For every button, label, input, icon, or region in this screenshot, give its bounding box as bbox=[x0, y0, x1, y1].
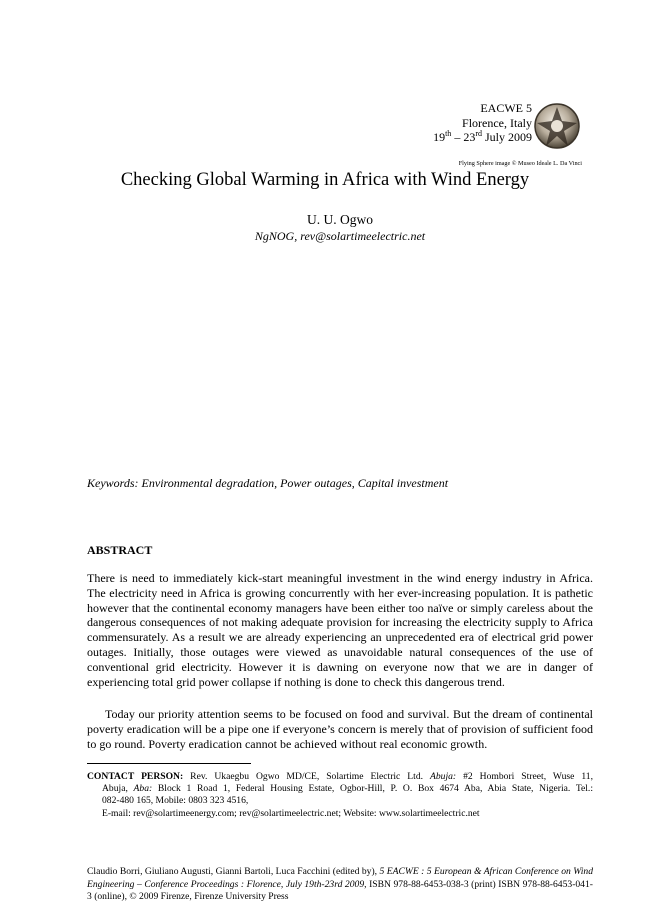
author-affiliation: NgNOG, rev@solartimeelectric.net bbox=[254, 229, 426, 243]
footer-isbn: , ISBN 978-88-6453-038-3 (print) ISBN 978-88-6453-041-3 (online), © 2009 Firenze, Firenze University Press bbox=[87, 878, 593, 903]
date-start-day: 19 bbox=[433, 130, 446, 144]
footer-proceedings: 5 EACWE : 5 European & African Conference on Wind Engineering – Conference Proceedings : Florence, July 19th-23rd 2009 bbox=[87, 866, 593, 890]
contact-phone: 082-480 165, Mobile: 0803 323 4516, bbox=[102, 795, 249, 807]
flying-sphere-logo bbox=[532, 99, 582, 151]
conference-dates bbox=[332, 130, 532, 145]
contact-line-2 bbox=[87, 783, 593, 795]
contact-name: Rev. Ukaegbu Ogwo MD/CE, Solartime Electric Ltd. bbox=[183, 771, 430, 782]
abstract-paragraph-2: Today our priority attention seems to be focused on food and survival. But the dream of continental poverty eradication will be a pipe one if everyone’s concern is merely that of provision of sufficient food to go round. Poverty eradication cannot be achieved without real economic growth. bbox=[87, 707, 593, 751]
abuja-address: #2 Hombori Street, Wuse 11, bbox=[456, 771, 593, 782]
contact-email: E-mail: rev@solartimeenergy.com; rev@solartimeelectric.net; Website: www.solartimeelectric.net bbox=[102, 807, 480, 819]
date-end-day: 23 bbox=[463, 130, 476, 144]
conference-location: Florence, Italy bbox=[462, 115, 532, 130]
paper-author: U. U. Ogwo bbox=[307, 212, 373, 227]
date-end-sup: rd bbox=[475, 129, 482, 138]
date-sep: – bbox=[451, 130, 464, 144]
paper-title: Checking Global Warming in Africa with Wind Energy bbox=[120, 170, 530, 190]
footnote-divider bbox=[87, 763, 251, 764]
abstract-paragraph-1: There is need to immediately kick-start meaningful investment in the wind energy industry in Africa. The electricity need in Africa is growing concurrently with her ever-increasing population. It is pathetic however that the continental economy managers have been either too naïve or simply careless about the dangerous consequences of not making adequate provision for increasing the electricity supply to Africa commensurately. As a result we are already experiencing an unprecedented era of electrical grid power outages. Initially, those outages were viewed as unavoidable natural consequences of the use of conventional grid electricity. However it is dawning on everyone now that we are in danger of experiencing total grid power collapse if nothing is done to check this dangerous trend. bbox=[87, 571, 593, 689]
conference-name: EACWE 5 bbox=[480, 101, 532, 115]
abuja-label: Abuja: bbox=[430, 771, 457, 782]
date-start-sup: th bbox=[445, 129, 452, 138]
contact-block bbox=[87, 771, 593, 820]
aba-label: Aba: bbox=[133, 783, 153, 795]
image-credit: Flying Sphere image © Museo Ideale L. Da Vinci bbox=[458, 160, 582, 167]
contact-label: CONTACT PERSON: bbox=[87, 771, 184, 782]
citation-footer bbox=[87, 866, 593, 904]
keywords: Keywords: Environmental degradation, Power outages, Capital investment bbox=[87, 476, 449, 490]
aba-address: Block 1 Road 1, Federal Housing Estate, Ogbor-Hill, P. O. Box 4674 Aba, Abia State, Nigeria. Tel.: bbox=[152, 783, 593, 795]
abstract-heading: ABSTRACT bbox=[87, 543, 153, 557]
conference-info bbox=[332, 101, 532, 145]
contact-line2a: Abuja, bbox=[102, 783, 134, 795]
footer-editors: Claudio Borri, Giuliano Augusti, Gianni Bartoli, Luca Facchini (edited by), bbox=[87, 866, 380, 877]
contact-line-1 bbox=[87, 771, 593, 783]
date-rest: July 2009 bbox=[481, 130, 532, 144]
